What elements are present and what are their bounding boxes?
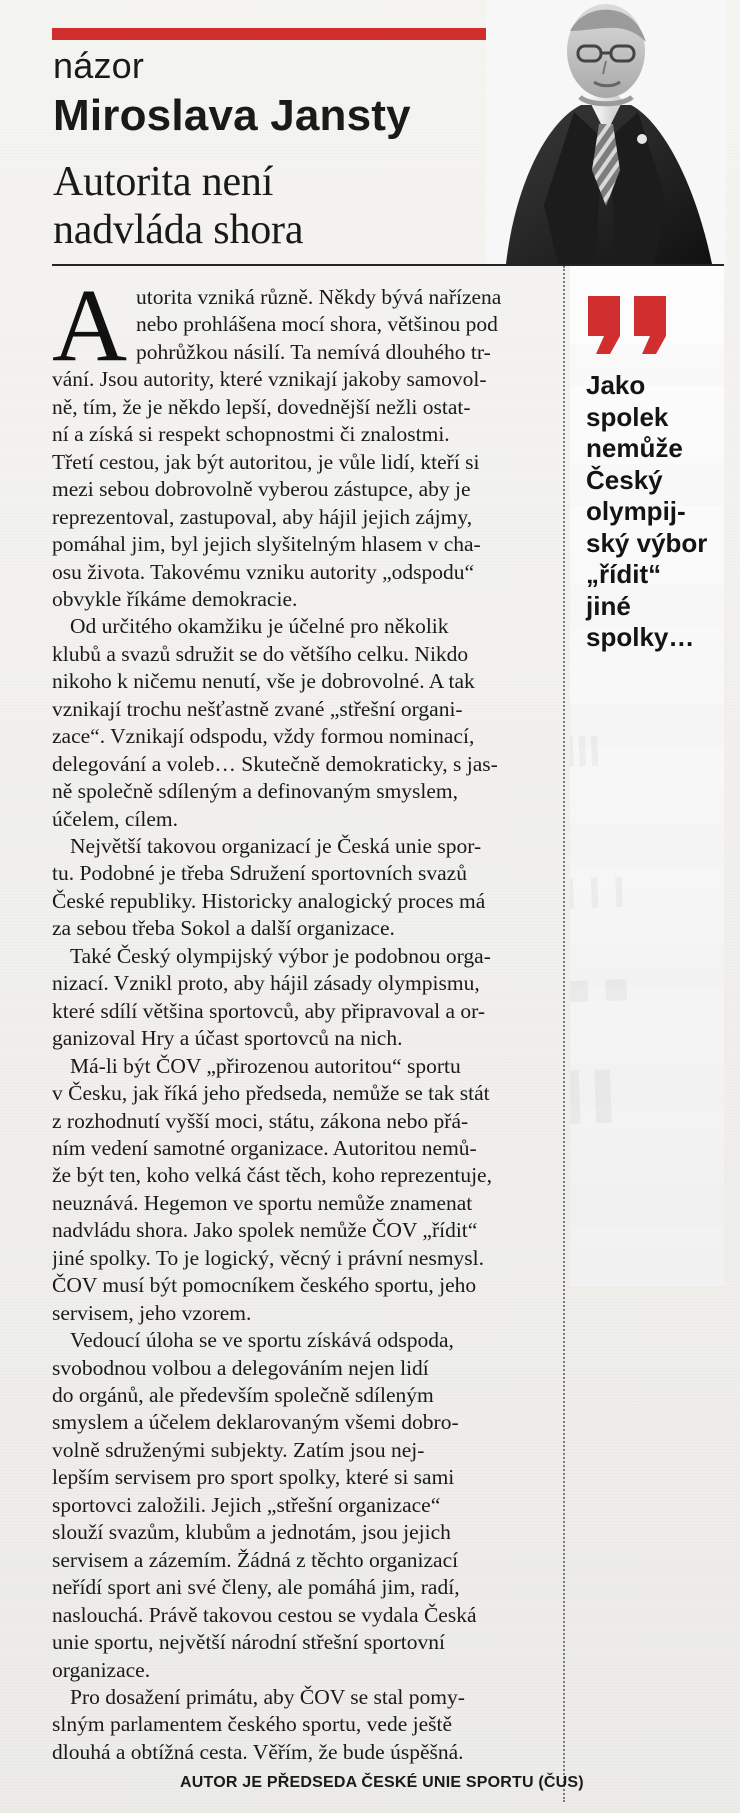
article-line: sportovci založili. Jejich „střešní organizace“ <box>52 1492 441 1517</box>
article-line: vznikají trochu nešťastně zvané „střešní organi- <box>52 696 463 721</box>
article-line: obvykle říkáme demokracie. <box>52 586 298 611</box>
pull-quote-line: ský výbor <box>586 527 708 558</box>
author-name: Miroslava Jansty <box>53 91 411 140</box>
article-line: ním vedení samotné organizace. Autoritou nemů- <box>52 1135 477 1160</box>
author-photo-illustration <box>486 0 726 264</box>
article-line: utorita vzniká různě. Někdy bývá nařízena <box>136 285 502 309</box>
author-portrait <box>486 0 726 264</box>
article-line: osu života. Takovému vzniku autority „odspodu“ <box>52 559 475 584</box>
article-line: do orgánů, ale především společně sdíleným <box>52 1383 434 1407</box>
article-line: nadvládu shora. Jako spolek nemůže ČOV „řídit“ <box>52 1218 478 1243</box>
article-line: smyslem a účelem deklarovaným všemi dobro- <box>52 1410 459 1435</box>
article-line: nikoho k ničemu nenutí, vše je dobrovolné. A tak <box>52 669 475 694</box>
article-line: servisem a zázemím. Žádná z těchto organizací <box>52 1547 459 1572</box>
article-line: za sebou třeba Sokol a další organizace. <box>52 916 395 941</box>
article-line: Také Český olympijský výbor je podobnou orga- <box>70 943 491 968</box>
headline-line: nadvláda shora <box>53 207 304 253</box>
article-line: slouží svazům, klubům a jednotám, jsou jejich <box>52 1520 451 1545</box>
article-line: volně sdruženými subjekty. Zatím jsou nej- <box>52 1437 425 1462</box>
pull-quote-line: Český <box>586 464 663 495</box>
article-line: unie sportu, největší národní střešní sportovní <box>52 1630 445 1655</box>
article-line: reprezentoval, zastupoval, aby hájil jejich zájmy, <box>52 504 473 529</box>
ghost-print <box>570 1069 724 1119</box>
article-line: delegování a voleb… Skutečně demokraticky, s jas- <box>52 751 498 776</box>
headline-line: Autorita není <box>53 159 274 205</box>
article-line: svobodnou volbou a delegováním nejen lidí <box>52 1355 429 1380</box>
section-label: názor <box>53 45 145 86</box>
article-line: ně společně sdíleným a definovaným smyslem, <box>52 779 459 804</box>
article-line: z rozhodnutí vyšší moci, státu, zákona nebo přá- <box>52 1108 469 1133</box>
headline <box>53 158 413 254</box>
pull-quote-line: olympij- <box>586 496 686 526</box>
article-line: v Česku, jak říká jeho předseda, nemůže se tak stát <box>52 1081 490 1106</box>
article-line: účelem, cílem. <box>52 806 178 831</box>
article-line: klubů a svazů sdružit se do většího celku. Nikdo <box>52 641 469 666</box>
article-line: vání. Jsou autority, které vznikají jakoby samovol- <box>52 367 487 392</box>
article-line: Od určitého okamžiku je účelné pro několik <box>70 614 449 639</box>
article-line: že být ten, koho velká část těch, koho reprezentuje, <box>52 1163 492 1188</box>
article-line: Má-li být ČOV „přirozenou autoritou“ sportu <box>70 1053 461 1078</box>
ghost-print <box>570 725 724 775</box>
article-line: jiné spolky. To je logický, věcný i právní nesmysl. <box>52 1245 485 1270</box>
article-line: dlouhá a obtížná cesta. Věřím, že bude úspěšná. <box>52 1739 464 1764</box>
article-line: Největší takovou organizací je Česká unie spor- <box>70 834 482 858</box>
pull-quote-line: nemůže <box>586 433 683 463</box>
pull-quote-line: „řídit“ <box>586 559 662 589</box>
article-line: tu. Podobné je třeba Sdružení sportovních svazů <box>52 861 467 886</box>
article-line: naslouchá. Právě takovou cestou se vydala Česká <box>52 1602 477 1627</box>
article-line: ní a získá si respekt schopnostmi či znalostmi. <box>52 422 450 447</box>
article-line: nebo prohlášena mocí shora, většinou pod <box>136 312 498 337</box>
article-line: slným parlamentem českého sportu, vede ještě <box>52 1712 453 1737</box>
article-line: mezi sebou dobrovolně vyberou zástupce, aby je <box>52 477 471 502</box>
pull-quote-line: spolek <box>586 401 669 432</box>
pull-quote-line: jiné <box>586 590 631 621</box>
article-line: pohrůžkou násilí. Ta nemívá dlouhého tr- <box>136 339 491 364</box>
article-line: lepším servisem pro sport spolky, které si sami <box>52 1465 455 1490</box>
article-line: Vedoucí úloha se ve sportu získává odspoda, <box>70 1328 454 1353</box>
article-line: nizací. Vznikl proto, aby hájil zásady olympismu, <box>52 971 480 996</box>
pull-quote-line: spolky… <box>586 622 695 652</box>
article-line: ganizoval Hry a účast sportovců na nich. <box>52 1026 403 1051</box>
ghost-print <box>570 867 724 917</box>
article-body <box>52 282 584 1796</box>
article-line: organizace. <box>52 1657 151 1682</box>
quote-mark-icon <box>586 294 672 356</box>
article-line: neuznává. Hegemon ve sportu nemůže znamenat <box>52 1190 473 1215</box>
article-line: které sdílí většina sportovců, aby připravoval a or- <box>52 998 486 1023</box>
article-line: České republiky. Historicky analogický proces má <box>52 888 486 913</box>
drop-cap: A <box>52 282 128 383</box>
article-line: Třetí cestou, jak být autoritou, je vůle lidí, kteří si <box>52 449 480 474</box>
pull-quote-line: Jako <box>586 370 646 400</box>
ghost-print <box>570 963 724 1013</box>
article-line: pomáhal jim, byl jejich slyšitelným hlasem v cha- <box>52 532 481 557</box>
article-line: Pro dosažení primátu, aby ČOV se stal pomy- <box>70 1684 465 1709</box>
article-line: ČOV musí být pomocníkem českého sportu, jeho <box>52 1273 477 1298</box>
article-line: servisem, jeho vzorem. <box>52 1300 252 1325</box>
article-line: zace“. Vznikají odspodu, vždy formou nominací, <box>52 724 475 749</box>
article-line: ně, tím, že je někdo lepší, dovednější nežli ostat- <box>52 394 471 419</box>
article-byline: AUTOR JE PŘEDSEDA ČESKÉ UNIE SPORTU (ČUS) <box>180 1774 584 1791</box>
article-line: neřídí sport ani své členy, ale pomáhá jim, radí, <box>52 1575 460 1600</box>
